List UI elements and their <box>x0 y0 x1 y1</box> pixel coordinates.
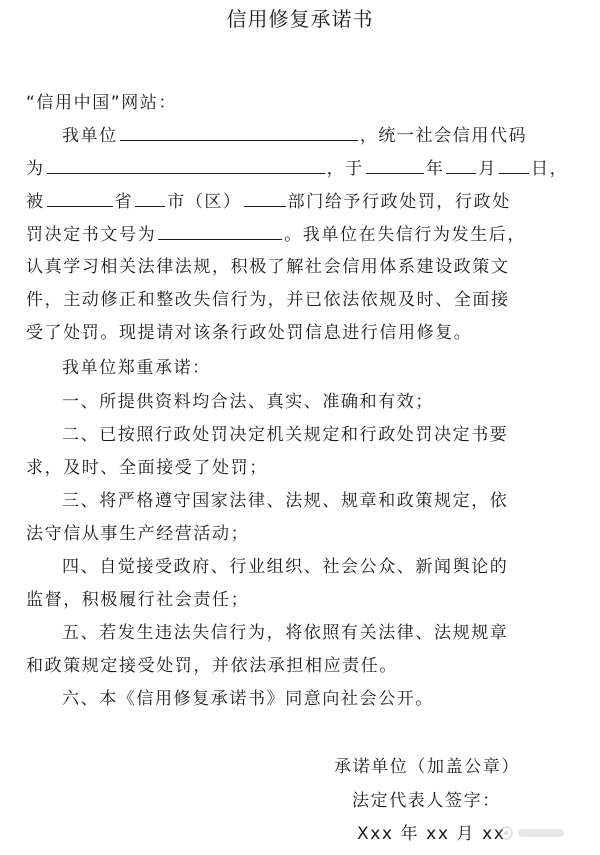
text: ，统一社会信用代码 <box>359 126 528 146</box>
signature-date: Xxx 年 xx 月 xx <box>357 824 506 844</box>
text: 市（区） <box>167 192 242 212</box>
promise-item-5-line2: 和政策规定接受处罚，并依法承担相应责任。 <box>26 656 398 676</box>
promise-item-3-line2: 法守信从事生产经营活动； <box>26 524 250 544</box>
para1-line2 <box>26 157 568 180</box>
promise-item-6: 六、本《信用修复承诺书》同意向社会公开。 <box>62 689 434 709</box>
salutation: “信用中国”网站： <box>26 93 178 113</box>
text: 月 <box>478 159 498 179</box>
text: 我单位 <box>62 126 118 146</box>
promise-item-2-line1: 二、已按照行政处罚决定机关规定和行政处罚决定书要 <box>62 425 509 445</box>
text: ，于 <box>326 159 364 179</box>
year-blank[interactable] <box>366 157 424 174</box>
promise-item-4-line2: 监督，积极履行社会责任； <box>26 590 250 610</box>
para1-line6: 件，主动修正和整改失信行为，并已依法依规及时、全面接 <box>26 290 510 310</box>
signature-representative: 法定代表人签字： <box>352 791 501 811</box>
text: 年 <box>425 159 445 179</box>
promise-item-4-line1: 四、自觉接受政府、行业组织、社会公众、新闻舆论的 <box>62 557 509 577</box>
promise-item-1: 一、所提供资料均合法、真实、准确和有效； <box>62 392 434 412</box>
credit-code-blank[interactable] <box>47 157 325 174</box>
promise-item-2-line2: 求，及时、全面接受了处罚； <box>26 458 268 478</box>
document-title: 信用修复承诺书 <box>226 7 374 31</box>
text: 被 <box>26 192 45 212</box>
decision-number-blank[interactable] <box>158 223 282 240</box>
month-blank[interactable] <box>446 157 476 174</box>
para1-line5: 认真学习相关法律法规，积极了解社会信用体系建设政策文 <box>26 257 510 277</box>
signature-unit: 承诺单位（加盖公章） <box>334 757 520 777</box>
city-blank[interactable] <box>135 190 165 207</box>
para1-line7: 受了处罚。现提请对该条行政处罚信息进行信用修复。 <box>26 323 473 343</box>
text: 罚决定书文号为 <box>26 225 157 245</box>
text: 为 <box>26 159 45 179</box>
promise-item-3-line1: 三、将严格遵守国家法律、法规、规章和政策规定，依 <box>62 491 509 511</box>
unit-name-blank[interactable] <box>120 124 358 141</box>
para1-line3 <box>26 190 511 213</box>
promise-intro: 我单位郑重承诺： <box>62 358 211 378</box>
province-blank[interactable] <box>47 190 113 207</box>
department-blank[interactable] <box>244 190 286 207</box>
text: 部门给予行政处罚，行政处 <box>287 192 511 212</box>
text: 。我单位在失信行为发生后， <box>284 225 527 245</box>
watermark-icon <box>498 822 568 844</box>
text: 日， <box>531 159 569 179</box>
para1-line4 <box>26 223 526 246</box>
para1-line1 <box>62 124 527 147</box>
day-blank[interactable] <box>499 157 529 174</box>
text: 省 <box>114 192 134 212</box>
promise-item-5-line1: 五、若发生违法失信行为，将依照有关法律、法规规章 <box>62 623 509 643</box>
